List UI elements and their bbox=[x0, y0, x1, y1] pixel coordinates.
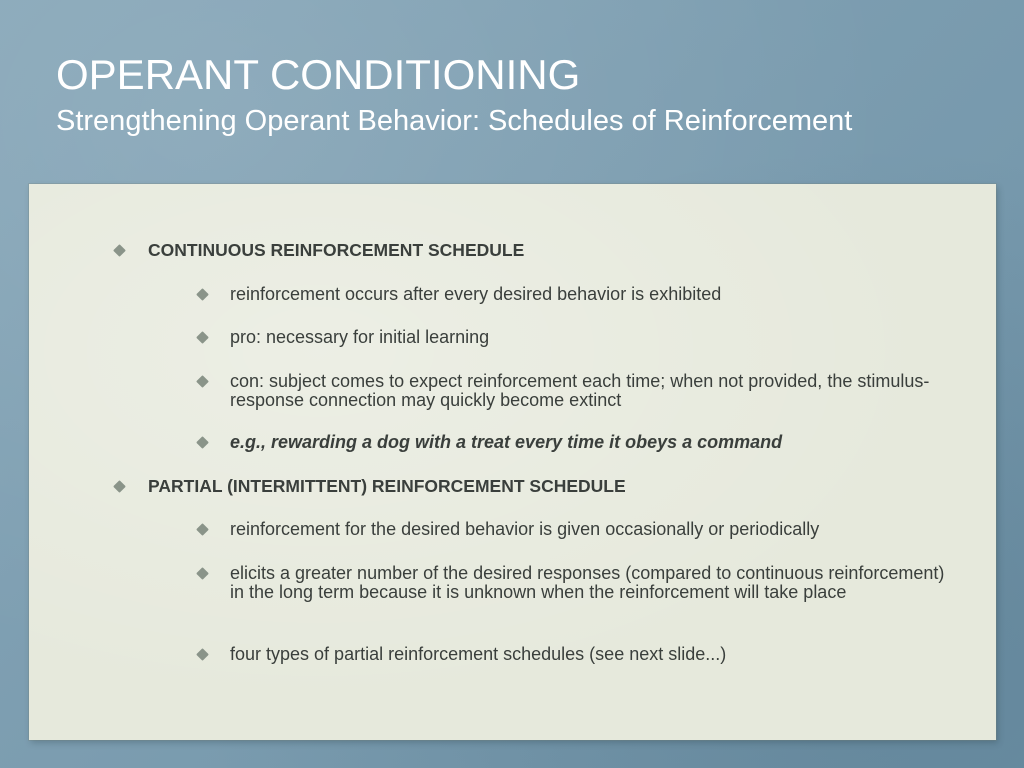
diamond-bullet-icon bbox=[113, 480, 126, 493]
slide-title: OPERANT CONDITIONING bbox=[56, 51, 581, 98]
list-item bbox=[230, 328, 960, 347]
list-item-text: pro: necessary for initial learning bbox=[230, 327, 490, 347]
diamond-bullet-icon bbox=[196, 288, 209, 301]
content-panel bbox=[29, 184, 996, 740]
list-item-text: elicits a greater number of the desired responses (compared to continuous reinforcement) in the long term because it is unknown when the reinforcement will take place bbox=[230, 563, 945, 602]
section-heading-text: CONTINUOUS REINFORCEMENT SCHEDULE bbox=[148, 240, 525, 260]
list-item bbox=[230, 645, 960, 664]
diamond-bullet-icon bbox=[196, 436, 209, 449]
diamond-bullet-icon bbox=[113, 244, 126, 257]
diamond-bullet-icon bbox=[196, 648, 209, 661]
list-item-text: four types of partial reinforcement schedules (see next slide...) bbox=[230, 644, 727, 664]
list-item bbox=[230, 520, 960, 539]
section-heading-partial bbox=[148, 477, 626, 496]
section-heading-continuous bbox=[148, 241, 524, 260]
diamond-bullet-icon bbox=[196, 331, 209, 344]
list-item bbox=[230, 372, 960, 410]
list-item-text: reinforcement occurs after every desired behavior is exhibited bbox=[230, 284, 722, 304]
list-item bbox=[230, 285, 960, 304]
list-item-example bbox=[230, 433, 960, 452]
diamond-bullet-icon bbox=[196, 375, 209, 388]
diamond-bullet-icon bbox=[196, 567, 209, 580]
list-item-text: e.g., rewarding a dog with a treat every time it obeys a command bbox=[230, 432, 783, 452]
list-item bbox=[230, 564, 960, 602]
section-heading-text: PARTIAL (INTERMITTENT) REINFORCEMENT SCHEDULE bbox=[148, 476, 626, 496]
list-item-text: con: subject comes to expect reinforcement each time; when not provided, the stimulus-response connection may quickly become extinct bbox=[230, 371, 930, 410]
diamond-bullet-icon bbox=[196, 523, 209, 536]
list-item-text: reinforcement for the desired behavior is given occasionally or periodically bbox=[230, 519, 820, 539]
slide-subtitle: Strengthening Operant Behavior: Schedules of Reinforcement bbox=[56, 105, 853, 137]
